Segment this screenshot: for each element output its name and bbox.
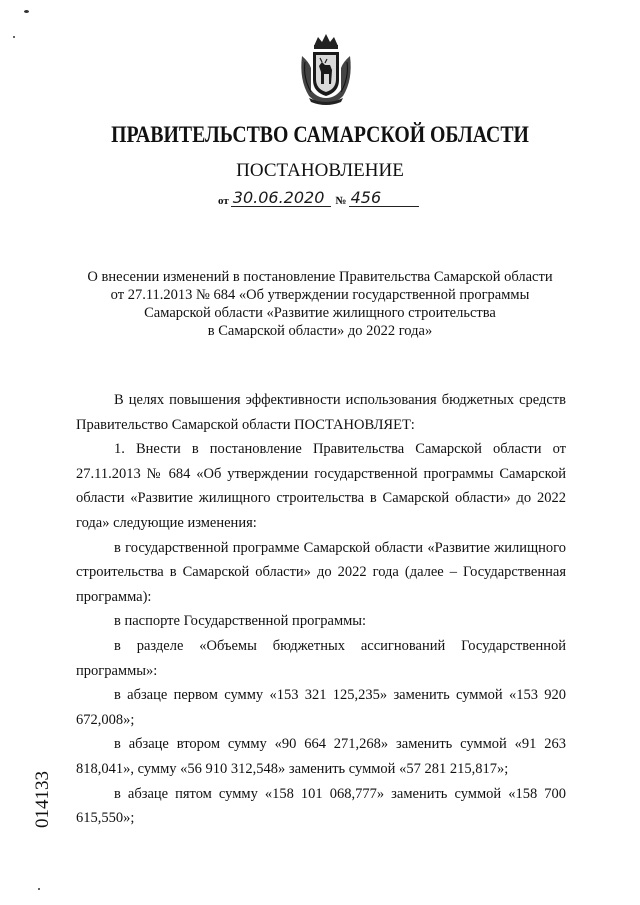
scan-speck xyxy=(13,36,15,38)
document-heading xyxy=(60,268,580,340)
number-value: 456 xyxy=(349,190,419,207)
organization-title: ПРАВИТЕЛЬСТВО САМАРСКОЙ ОБЛАСТИ xyxy=(111,122,529,147)
paragraph: в государственной программе Самарской области «Развитие жилищного строительства в Самарской области» до 2022 года (далее – Государственная программа): xyxy=(76,539,566,605)
number-prefix: № xyxy=(335,195,347,207)
document-type: ПОСТАНОВЛЕНИЕ xyxy=(236,160,404,181)
date-value: 30.06.2020 xyxy=(231,190,331,207)
date-prefix: от xyxy=(218,195,229,207)
document-body xyxy=(76,388,566,831)
paragraph: в паспорте Государственной программы: xyxy=(114,613,367,630)
paragraph: в абзаце пятом сумму «158 101 068,777» заменить суммой «158 700 615,550»; xyxy=(76,785,566,827)
scan-speck xyxy=(38,888,40,890)
heading-line: в Самарской области» до 2022 года» xyxy=(207,323,433,339)
heading-line: Самарской области «Развитие жилищного строительства xyxy=(144,305,496,321)
heading-line: от 27.11.2013 № 684 «Об утверждении государственной программы xyxy=(110,287,530,303)
heading-line: О внесении изменений в постановление Правительства Самарской области xyxy=(87,269,553,285)
date-number-line xyxy=(216,190,419,207)
paragraph: 1. Внести в постановление Правительства Самарской области от 27.11.2013 № 684 «Об утверждении государственной программы Самарской области «Развитие жилищного строительства в Самарской области» до 2022 года» следующие изменения: xyxy=(76,441,566,531)
paragraph: В целях повышения эффективности использования бюджетных средств Правительство Самарской области ПОСТАНОВЛЯЕТ: xyxy=(76,392,566,433)
paragraph: в разделе «Объемы бюджетных ассигнований Государственной программы»: xyxy=(76,637,566,679)
side-serial-number: 014133 xyxy=(32,771,53,829)
paragraph: в абзаце первом сумму «153 321 125,235» заменить суммой «153 920 672,008»; xyxy=(76,687,566,728)
paragraph: в абзаце втором сумму «90 664 271,268» заменить суммой «91 263 818,041», сумму «56 910 312,548» заменить суммой «57 281 215,817»; xyxy=(76,736,566,777)
scan-speck xyxy=(24,10,29,13)
coat-of-arms-icon xyxy=(297,32,355,106)
